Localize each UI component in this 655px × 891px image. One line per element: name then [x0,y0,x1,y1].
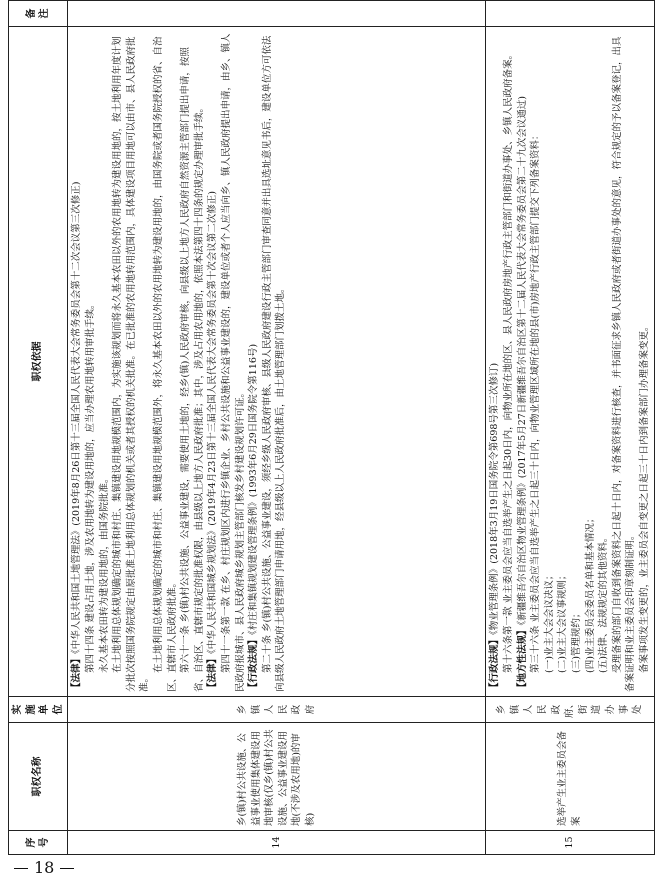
row-number-cell: 14 [68,831,486,855]
basis-text: 第三十六条 业主委员会应当自选举产生之日起三十日内，向物业管理区域所在地的县(市)房地产行政主管部门提交下列备案资料： [530,130,542,673]
basis-text: (一)业主大会会议决议； [543,570,555,673]
basis-paragraph [70,31,84,692]
basis-text: 在土地利用总体规划确定的城市和村庄、集镇建设用地规模范围内，为实施该规划而将永久基本农田以外的农用地转为建设用地的，按土地利用年度计划分批次按照国务院规定由原批准土地利用总体规划的机关或者其授权的机关批准。在已批准的农用地转用范围内，具体建设项目用地可以由市、县人民政府批准。 [112,36,151,692]
basis-text: 第四十四条 建设占用土地，涉及农用地转为建设用地的，应当办理农用地转用审批手续。 [84,299,96,673]
page-number [8,858,98,888]
header-no: 序号 [9,831,68,855]
basis-paragraph [206,31,220,692]
remark-cell [486,1,654,27]
authority-name-cell: 选举产生业主委员会备案 [486,723,654,831]
row-number-cell: 15 [486,831,654,855]
basis-paragraph [488,31,502,692]
basis-text: (三)管理规约； [570,608,582,673]
basis-text: 《中华人民共和国城乡规划法》(2019年4月23日第十三届全国人民代表大会常务委员会第十次会议第二次修正) [207,191,219,654]
basis-paragraph [597,31,611,692]
page-number-right-dash [60,868,74,869]
basis-paragraph [98,31,112,692]
basis-paragraph [556,31,570,692]
basis-paragraph [502,31,516,692]
page-number-left-dash [14,868,28,869]
basis-paragraph [247,31,261,692]
basis-text: 《中华人民共和国土地管理法》(2019年8月26日第十三届全国人民代表大会常务委员会第十二次会议第三次修正) [71,181,83,654]
basis-paragraph [152,31,179,692]
table-header-row [9,1,68,855]
law-category-label: 【法律】 [71,653,83,692]
basis-paragraph [261,31,288,692]
basis-text: 《物业管理条例》(2018年3月19日国务院令第698号第三次修订) [489,362,501,635]
basis-paragraph [611,31,638,692]
basis-text: 受理备案的部门自收到备案资料之日起十日内，对备案资料进行核查，并书面征求乡镇人民政府或者街道办事处的意见，符合规定的予以备案登记，出具备案证明和业主委员会印章刻制证明。 [611,36,637,692]
basis-paragraph [220,31,247,692]
rotated-page-content [8,0,650,855]
basis-paragraph [543,31,557,692]
basis-text: 《新疆维吾尔自治区物业管理条例》(2017年5月27日新疆维吾尔自治区第十二届人民代表大会常务委员会第二十九次会议通过) [516,96,528,626]
header-remark: 备注 [9,1,68,27]
basis-paragraph [179,31,206,692]
basis-paragraph [529,31,543,692]
law-category-label: 【行政法规】 [489,634,501,692]
basis-paragraph [111,31,152,692]
basis-paragraph [516,31,530,692]
table-row [486,1,654,855]
basis-text: 永久基本农田转为建设用地的，由国务院批准。 [98,473,110,673]
authority-basis-cell [486,27,654,697]
remark-cell [68,1,486,27]
implementing-unit-cell: 乡镇人民政府 [68,697,486,723]
basis-text: 第十六条第一款 业主委员会应当自选举产生之日起30日内，向物业所在地的区、县人民政府房地产行政主管部门和街道办事处、乡镇人民政府备案。 [502,49,514,673]
header-basis: 职权依据 [9,27,68,697]
basis-text: (五)法律、法规规定的其他资料。 [598,532,610,673]
authority-name-cell: 乡(镇)村公共设施、公益事业使用集体建设用地审核(仅乡(镇)村公共设施、公益事业建设用地(不涉及农用地)的审核) [68,723,486,831]
basis-text: 《村庄和集镇规划建设管理条例》(1993年6月29日国务院令第116号) [248,343,260,635]
law-category-label: 【行政法规】 [248,634,260,692]
implementing-unit-cell: 乡镇人民政府、街道办事处 [486,697,654,723]
basis-paragraph [584,31,598,692]
basis-text: 第二十条 乡(镇)村公共设施、公益事业建设，须经乡级人民政府审核、县级人民政府建设行政主管部门审查同意并出具选址意见书后，建设单位方可依法向县级人民政府土地管理部门申请用地，经县级以上人民政府批准后，由土地管理部门划拨土地。 [261,35,287,692]
table-row [68,1,486,855]
basis-text: 第六十一条 乡(镇)村公共设施、公益事业建设，需要使用土地的，经乡(镇)人民政府审核，向县级以上地方人民政府自然资源主管部门提出申请，按照省、自治区、直辖市规定的批准权限，由县级以上地方人民政府批准；其中，涉及占用农用地的，依照本法第四十四条的规定办理审批手续。 [180,47,205,692]
basis-text: 在土地利用总体规划确定的城市和村庄、集镇建设用地规模范围外，将永久基本农田以外的农用地转为建设用地的，由国务院或者国务院授权的省、自治区、直辖市人民政府批准。 [152,36,178,692]
header-name: 职权名称 [9,723,68,831]
header-unit: 实施单位 [9,697,68,723]
authority-table [8,0,655,855]
basis-paragraph [84,31,98,692]
law-category-label: 【地方性法规】 [516,625,528,692]
authority-basis-cell [68,27,486,697]
basis-text: (二)业主大会议事规则； [557,570,569,673]
basis-text: 第四十一条第一款 在乡、村庄规划区内进行乡镇企业、乡村公共设施和公益事业建设的，建设单位或者个人应当向乡、镇人民政府提出申请，由乡、镇人民政府报城市、县人民政府城乡规划主管部门核发乡村建设规划许可证。 [220,33,246,692]
basis-paragraph [638,31,652,692]
page-number-text: 18 [34,858,55,877]
basis-text: 备案事项发生变更的，业主委员会自变更之日起三十日内到备案部门办理备案变更。 [638,321,650,673]
basis-text: (四)业主委员会委员名单和基本情况； [584,513,596,673]
basis-paragraph [570,31,584,692]
law-category-label: 【法律】 [207,653,219,692]
